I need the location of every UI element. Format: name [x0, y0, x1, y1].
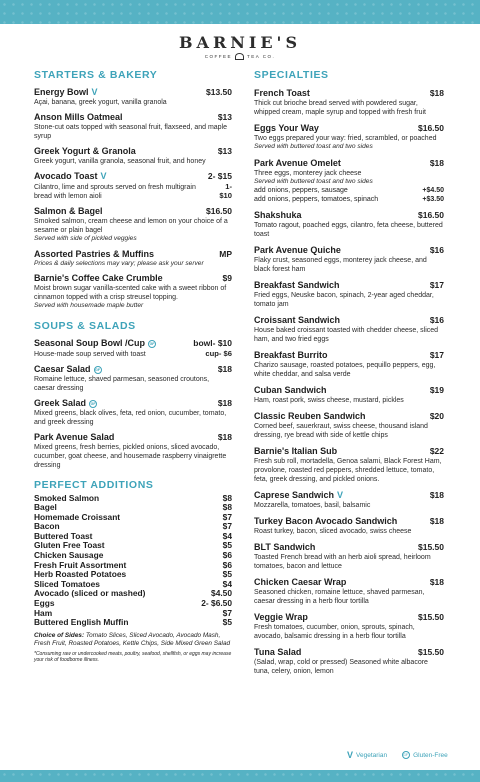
- menu-item: [254, 612, 444, 641]
- addition-price: $7: [222, 521, 232, 532]
- menu-item-subrow: [34, 349, 232, 359]
- menu-item-price: $13: [217, 146, 232, 156]
- addition-name: Ham: [34, 607, 53, 618]
- menu-item-header: [254, 385, 444, 396]
- menu-item-name-wrap: [34, 273, 163, 284]
- menu-item-name-wrap: [254, 542, 315, 553]
- menu-item: [34, 171, 232, 201]
- menu-item: [254, 647, 444, 676]
- menu-item: [34, 364, 232, 393]
- menu-item-price-secondary: cup- $6: [205, 348, 232, 358]
- addition-name: Fresh Fruit Assortment: [34, 559, 127, 570]
- menu-item: [34, 398, 232, 427]
- right-column: [254, 68, 444, 676]
- menu-item-header: [254, 612, 444, 623]
- addition-price: $8: [222, 492, 232, 503]
- gluten-free-icon: GF: [90, 401, 96, 406]
- menu-item-price: $15.50: [418, 647, 444, 657]
- menu-item-name-wrap: [254, 446, 337, 457]
- menu-item-option: [254, 186, 444, 195]
- menu-item-description: Tomato ragout, poached eggs, cilantro, feta cheese, buttered toast: [254, 222, 443, 238]
- specialties-list: [254, 88, 444, 676]
- menu-item-name: Shakshuka: [254, 210, 302, 220]
- menu-item-price: $16: [429, 315, 444, 325]
- top-banner: [0, 0, 480, 24]
- menu-item-header: [254, 123, 444, 134]
- menu-item-description: Moist brown sugar vanilla-scented cake with a sweet ribbon of cinnamon topped with a crisp streusel topping.: [34, 285, 227, 301]
- addition-row: [34, 494, 232, 504]
- menu-item-name: Avocado Toast: [34, 171, 98, 181]
- gluten-free-icon: GF: [149, 341, 155, 346]
- menu-item-price: $13.50: [206, 87, 232, 97]
- menu-item-header: [34, 338, 232, 349]
- menu-item-header: [254, 245, 444, 256]
- left-column: [34, 68, 232, 663]
- menu-item-name-wrap: [34, 398, 97, 409]
- menu-item: [254, 88, 444, 117]
- menu-item-price: $15.50: [418, 542, 444, 552]
- menu-item-header: [254, 315, 444, 326]
- menu-item-description: Three eggs, monterey jack cheese: [254, 169, 362, 177]
- menu-item-name: Croissant Sandwich: [254, 315, 341, 325]
- menu-item-name-wrap: [254, 350, 328, 361]
- menu-item-name: Tuna Salad: [254, 647, 302, 657]
- menu-item-description: Seasoned chicken, romaine lettuce, shaved parmesan, caesar dressing in a herb flour tortilla: [254, 589, 425, 605]
- menu-item-name-wrap: [254, 280, 340, 291]
- addition-price: $5: [222, 569, 232, 580]
- menu-item-description: Stone-cut oats topped with seasonal fruit, flaxseed, and maple syrup: [34, 124, 228, 140]
- legend: [344, 750, 448, 760]
- menu-item: [34, 432, 232, 470]
- menu-item-description: Smoked salmon, cream cheese and lemon on your choice of a sesame or plain bagel: [34, 218, 228, 234]
- menu-item-header: [34, 249, 232, 260]
- menu-item-description: Flaky crust, seasoned eggs, monterey jack cheese, and black forest ham: [254, 257, 427, 273]
- menu-item-name: Energy Bowl: [34, 87, 89, 97]
- menu-item-header: [34, 87, 232, 98]
- menu-item-name: Chicken Caesar Wrap: [254, 577, 347, 587]
- choice-label: Choice of Sides:: [34, 631, 85, 639]
- menu-item-option: [254, 195, 444, 204]
- menu-item-description: (Salad, wrap, cold or pressed) Seasoned white albacore tuna, celery, onion, lemon: [254, 659, 428, 675]
- menu-item-price: $18: [217, 431, 232, 442]
- menu-item-price: $18: [429, 516, 444, 526]
- menu-item-name-wrap: [34, 87, 98, 98]
- menu-item-name-wrap: [254, 245, 341, 256]
- addition-name: Bagel: [34, 502, 57, 513]
- menu-item-header: [34, 206, 232, 217]
- menu-item-header: [34, 273, 232, 284]
- menu-item-name: Salmon & Bagel: [34, 206, 103, 216]
- menu-item-name: Park Avenue Quiche: [254, 245, 341, 255]
- addition-price: $7: [222, 607, 232, 618]
- menu-item-name-wrap: [254, 490, 343, 501]
- addition-row: [34, 618, 232, 628]
- menu-item-name: Eggs Your Way: [254, 123, 319, 133]
- addition-price: $5: [222, 617, 232, 628]
- menu-item: [254, 210, 444, 239]
- menu-item-name: Classic Reuben Sandwich: [254, 411, 366, 421]
- menu-item-name: BLT Sandwich: [254, 542, 316, 552]
- addition-name: Buttered English Muffin: [34, 617, 129, 628]
- menu-item-name-wrap: [254, 385, 327, 396]
- addition-name: Buttered Toast: [34, 530, 93, 541]
- menu-item-price: $18: [429, 88, 444, 98]
- menu-item-description: Fresh tomatoes, cucumber, onion, sprouts, spinach, avocado, balsamic dressing in a herb flour tortilla: [254, 624, 415, 640]
- menu-item-name-wrap: [254, 411, 366, 422]
- addition-name: Smoked Salmon: [34, 492, 100, 503]
- menu-item-note: Prices & daily selections may vary; please ask your server: [34, 259, 204, 267]
- additions-list: [34, 494, 232, 628]
- menu-item-price: $16: [429, 245, 444, 255]
- addition-price: $8: [222, 502, 232, 513]
- menu-item-name: Greek Salad: [34, 397, 87, 408]
- menu-item: [254, 490, 444, 510]
- option-label: add onions, peppers, sausage: [254, 187, 348, 194]
- menu-item-note: Served with housemade maple butter: [34, 302, 144, 309]
- menu-item: [254, 245, 444, 274]
- menu-item-name-wrap: [34, 146, 136, 157]
- menu-item-header: [34, 112, 232, 123]
- addition-price: $5: [222, 540, 232, 551]
- addition-price: 2- $6.50: [201, 598, 232, 609]
- menu-item-header: [34, 398, 232, 409]
- menu-item: [254, 385, 444, 405]
- menu-item: [254, 350, 444, 379]
- menu-item-price: $20: [429, 411, 444, 421]
- menu-item-price: $17: [429, 350, 444, 360]
- addition-name: Sliced Tomatoes: [34, 578, 100, 589]
- menu-item-name: French Toast: [254, 88, 310, 98]
- menu-item-price: $16.50: [206, 206, 232, 216]
- section-title-starters: STARTERS & BAKERY: [34, 69, 158, 81]
- bottom-banner: [0, 770, 480, 782]
- legend-vegetarian: Vegetarian: [356, 751, 388, 759]
- menu-item-description: Mixed greens, black olives, feta, red onion, cucumber, tomato, and greek dressing: [34, 409, 227, 426]
- menu-item-header: [34, 171, 232, 182]
- menu-item-price: $18: [429, 490, 444, 500]
- menu-item: [254, 446, 444, 484]
- menu-item: [254, 158, 444, 205]
- menu-item-price: MP: [219, 248, 232, 259]
- menu-item-description: Toasted French bread with an herb aioli spread, heirloom tomatoes, bacon and lettuce: [254, 554, 431, 570]
- menu-item: [254, 577, 444, 606]
- addition-price: $4: [222, 578, 232, 589]
- menu-item-description: Mixed greens, fresh berries, pickled onions, sliced avocado, cucumber, goat cheese, and housemade raspberry vinaigrette dressing: [34, 443, 227, 469]
- menu-item-name-wrap: [254, 612, 308, 623]
- menu-item-header: [254, 280, 444, 291]
- vegetarian-icon: V: [91, 87, 98, 97]
- starters-list: [34, 87, 232, 311]
- menu-item-name: Caprese Sandwich: [254, 490, 335, 500]
- menu-item-header: [34, 364, 232, 375]
- menu-item-name-wrap: [254, 88, 310, 99]
- addition-price: $7: [222, 511, 232, 522]
- menu-item-header: [254, 542, 444, 553]
- menu-item: [254, 280, 444, 309]
- menu-item-name: Barnie's Coffee Cake Crumble: [34, 273, 163, 283]
- addition-price: $4.50: [211, 588, 232, 599]
- section-title-specialties: SPECIALTIES: [254, 69, 329, 81]
- menu-item-name: Veggie Wrap: [254, 612, 308, 622]
- menu-item-header: [34, 432, 232, 443]
- addition-name: Avocado (sliced or mashed): [34, 588, 146, 599]
- menu-item-name-wrap: [254, 210, 302, 221]
- menu-item-price: $18: [217, 397, 232, 408]
- menu-item-price: $9: [222, 273, 232, 283]
- menu-item-name-wrap: [254, 516, 397, 527]
- menu-item-price: $16.50: [418, 210, 444, 220]
- menu-item-description: Two eggs prepared your way: fried, scrambled, or poached: [254, 135, 437, 142]
- menu-item-description: Greek yogurt, vanilla granola, seasonal fruit, and honey: [34, 158, 206, 165]
- addition-name: Chicken Sausage: [34, 550, 104, 561]
- menu-item-name: Seasonal Soup Bowl /Cup: [34, 337, 146, 348]
- menu-item-note: Served with side of pickled veggies: [34, 235, 137, 242]
- dome-icon: [235, 53, 244, 60]
- option-label: add onions, peppers, tomatoes, spinach: [254, 196, 379, 203]
- vegetarian-icon: V: [347, 750, 354, 760]
- brand-sub-right: TEA CO.: [247, 54, 276, 59]
- menu-item: [34, 273, 232, 311]
- menu-item-note: Served with buttered toast and two sides: [254, 143, 373, 150]
- menu-item: [254, 411, 444, 440]
- menu-item-description: House-made soup served with toast: [34, 350, 146, 358]
- addition-name: Bacon: [34, 521, 60, 532]
- menu-item-description: House baked croissant toasted with chedder cheese, sliced ham, and two fried eggs: [254, 327, 439, 343]
- menu-item-description: Thick cut brioche bread served with powdered sugar, whipped cream, maple syrup and topped with fresh fruit: [254, 100, 426, 116]
- addition-name: Eggs: [34, 598, 55, 609]
- menu-item-name-wrap: [254, 577, 346, 588]
- food-safety-notice: *Consuming raw or undercooked meats, poultry, seafood, shellfish, or eggs may increase your risk of foodborne illness.: [34, 651, 232, 664]
- brand-sub-left: COFFEE: [204, 54, 232, 59]
- menu-item-name: Park Avenue Omelet: [254, 157, 341, 168]
- menu-item-header: [254, 446, 444, 457]
- vegetarian-icon: V: [337, 490, 344, 500]
- menu-item-price: $22: [429, 446, 444, 456]
- menu-item-name: Barnie's Italian Sub: [254, 446, 338, 456]
- menu-item-description: Fresh sub roll, mortadella, Genoa salami, Black Forest Ham, provolone, roasted red peppers, shredded lettuce, tomato, feta, greek dressing, and pickled onions.: [254, 458, 442, 483]
- vegetarian-icon: V: [100, 171, 107, 181]
- menu-item-name: Breakfast Sandwich: [254, 280, 340, 290]
- menu-item: [34, 112, 232, 141]
- menu-item-description: Fried eggs, Neuske bacon, spinach, 2-year aged cheddar, tomato jam: [254, 292, 434, 308]
- menu-item-header: [254, 88, 444, 99]
- menu-item-description: Corned beef, sauerkraut, swiss cheese, thousand island dressing, rye bread with side of kettle chips: [254, 423, 428, 439]
- menu-item-name: Caesar Salad: [34, 363, 91, 374]
- addition-name: Homemade Croissant: [34, 511, 121, 522]
- menu-item-name: Greek Yogurt & Granola: [34, 146, 136, 156]
- menu-item: [34, 206, 232, 244]
- menu-item-price: $19: [429, 385, 444, 395]
- menu-item-name: Park Avenue Salad: [34, 431, 115, 442]
- menu-item-header: [254, 647, 444, 658]
- menu-item-description: Cilantro, lime and sprouts served on fresh multigrain bread with lemon aioli: [34, 184, 196, 200]
- menu-item-name-wrap: [34, 432, 114, 443]
- brand-name: BARNIE'S: [179, 33, 301, 52]
- menu-item-name-wrap: [254, 647, 301, 658]
- menu-item-name: Breakfast Burrito: [254, 350, 328, 360]
- gluten-free-icon: GF: [402, 751, 410, 759]
- menu-item-description: Ham, roast pork, swiss cheese, mustard, pickles: [254, 397, 404, 404]
- soups-list: [34, 338, 232, 470]
- section-title-soups: SOUPS & SALADS: [34, 319, 136, 332]
- menu-item-price: $18: [429, 157, 444, 168]
- menu-item: [254, 123, 444, 152]
- menu-item-header: [254, 516, 444, 527]
- menu-item-price: $18: [217, 363, 232, 374]
- menu-item-name: Turkey Bacon Avocado Sandwich: [254, 516, 398, 526]
- menu-item-price-secondary: 1- $10: [219, 182, 232, 200]
- addition-name: Gluten Free Toast: [34, 540, 105, 551]
- menu-item-subrow: [34, 182, 232, 201]
- menu-item-name: Cuban Sandwich: [254, 385, 327, 395]
- menu-item: [254, 516, 444, 536]
- menu-item-description: Romaine lettuce, shaved parmesan, seasoned croutons, caesar dressing: [34, 375, 210, 392]
- legend-gluten-free: Gluten-Free: [413, 751, 448, 759]
- menu-item-price: $16.50: [418, 123, 444, 133]
- menu-item-description: Charizo sausage, roasted potatoes, pequillo peppers, egg, white cheddar, and salsa verde: [254, 362, 436, 378]
- menu-item-header: [254, 577, 444, 588]
- menu-item-name-wrap: [34, 206, 103, 217]
- menu-item-name: Anson Mills Oatmeal: [34, 112, 123, 122]
- menu-item-price: bowl- $10: [193, 337, 232, 348]
- menu-item-name-wrap: [254, 123, 319, 134]
- menu-item-name-wrap: [254, 315, 340, 326]
- brand-logo: [0, 33, 480, 60]
- menu-item-name-wrap: [34, 338, 156, 349]
- menu-item: [34, 87, 232, 107]
- menu-item-header: [254, 490, 444, 501]
- menu-item-header: [254, 350, 444, 361]
- menu-item: [254, 315, 444, 344]
- choice-of-sides: [34, 632, 232, 648]
- addition-name: Herb Roasted Potatoes: [34, 569, 127, 580]
- menu-item: [34, 249, 232, 269]
- addition-price: $6: [222, 550, 232, 561]
- menu-item-name-wrap: [34, 171, 107, 182]
- menu-item-price: $18: [429, 577, 444, 587]
- menu-item-name-wrap: [254, 158, 341, 169]
- gluten-free-icon: GF: [95, 367, 100, 372]
- menu-item-name-wrap: [34, 364, 102, 375]
- addition-price: $4: [222, 530, 232, 541]
- menu-item-name: Assorted Pastries & Muffins: [34, 248, 155, 259]
- addition-row: [34, 513, 232, 523]
- menu-item-price: $15.50: [418, 612, 444, 622]
- addition-row: [34, 599, 232, 609]
- menu-item: [34, 146, 232, 166]
- menu-item-header: [34, 146, 232, 157]
- menu-item-price: $13: [217, 112, 232, 122]
- addition-price: $6: [222, 559, 232, 570]
- menu-item-name-wrap: [34, 112, 123, 123]
- menu-item-note: Served with buttered toast and two sides: [254, 177, 373, 185]
- menu-item-price: 2- $15: [207, 171, 232, 181]
- menu-item-description: Mozzarella, tomatoes, basil, balsamic: [254, 502, 371, 509]
- choice-text: Tomato Slices, Sliced Avocado, Avocado Mash, Fresh Fruit, Roasted Potatoes, Kettle Chips, Side Mixed Green Salad: [34, 631, 231, 648]
- menu-item: [34, 338, 232, 359]
- section-title-additions: PERFECT ADDITIONS: [34, 478, 154, 491]
- menu-item-description: Roast turkey, bacon, sliced avocado, swiss cheese: [254, 528, 412, 535]
- option-price: +$3.50: [422, 196, 444, 203]
- menu-item-price: $17: [429, 280, 444, 290]
- menu-item-header: [254, 210, 444, 221]
- menu-item-name-wrap: [34, 249, 154, 260]
- menu-item-header: [254, 158, 444, 169]
- option-price: +$4.50: [422, 187, 444, 194]
- menu-item-description: Açai, banana, greek yogurt, vanilla granola: [34, 99, 167, 106]
- menu-item-header: [254, 411, 444, 422]
- menu-item: [254, 542, 444, 571]
